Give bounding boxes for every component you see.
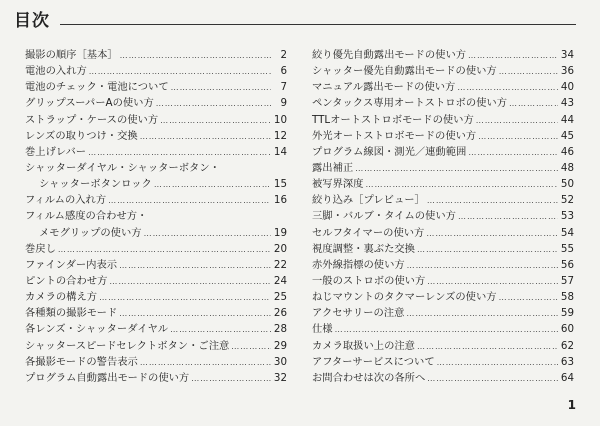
toc-entry-page: 32 [273, 371, 287, 384]
toc-entry-page: 54 [560, 226, 574, 239]
toc-entry [25, 354, 287, 370]
toc-entry-page: 2 [280, 49, 287, 61]
toc-leader-dots [478, 129, 558, 145]
toc-entry-title: ピントの合わせ方 [25, 274, 108, 287]
toc-right-column [312, 47, 574, 386]
toc-entry-title: 各種類の撮影モード [25, 307, 118, 320]
toc-leader-dots [140, 129, 271, 145]
toc-leader-dots [509, 96, 558, 112]
page-title: 目次 [14, 11, 50, 31]
toc-entry-page: 52 [560, 194, 574, 207]
toc-leader-dots [407, 258, 558, 274]
toc-entry [312, 63, 574, 79]
toc-entry-page: 20 [273, 242, 287, 255]
toc-leader-dots [355, 161, 558, 177]
toc-left-column [25, 47, 287, 386]
toc-entry [312, 112, 574, 128]
toc-entry-title: メモグリップの使い方 [39, 226, 142, 239]
toc-entry-title: シャッターボタンロック [39, 178, 152, 191]
toc-entry-title: ストラップ・ケースの使い方 [25, 113, 159, 126]
toc-entry-page: 9 [280, 97, 287, 110]
toc-entry-title: ペンタックス専用オートストロボの使い方 [312, 97, 508, 110]
toc-entry-title: 赤外線指標の使い方 [312, 258, 405, 271]
toc-leader-dots [58, 242, 271, 258]
toc-leader-dots [427, 193, 558, 209]
toc-entry-page: 34 [560, 49, 574, 61]
toc-entry-title: ねじマウントのタクマーレンズの使い方 [312, 291, 497, 304]
toc-entry [25, 321, 287, 337]
toc-leader-dots [144, 226, 271, 242]
toc-entry-title: シャッター優先自動露出モードの使い方 [312, 65, 497, 78]
toc-entry-page: 12 [273, 129, 287, 142]
toc-entry [312, 160, 574, 176]
toc-leader-dots [154, 177, 271, 193]
toc-leader-dots [119, 306, 271, 322]
toc-entry-page: 56 [560, 258, 574, 271]
toc-entry [25, 305, 287, 321]
toc-entry-title: カメラの構え方 [25, 291, 98, 304]
toc-entry-page: 6 [280, 65, 287, 78]
toc-entry-page: 55 [560, 242, 574, 255]
toc-entry-page: 53 [560, 210, 574, 223]
toc-entry-title: 電池のチェック・電池について [25, 81, 169, 94]
toc-leader-dots [171, 80, 271, 96]
toc-leader-dots [427, 274, 558, 290]
toc-entry-page: 29 [273, 339, 287, 352]
toc-entry-title: TTLオートストロボモードの使い方 [312, 113, 474, 126]
toc-leader-dots [468, 145, 558, 161]
toc-entry-page: 36 [560, 65, 574, 78]
toc-entry [25, 338, 287, 354]
toc-entry [25, 95, 287, 111]
toc-entry-title: フィルム感度の合わせ方・ [25, 210, 148, 223]
toc-entry-title: 絞り込み［プレビュー］ [312, 194, 425, 207]
toc-entry-title: 巻戻し [25, 242, 56, 255]
toc-entry-page: 62 [560, 339, 574, 352]
toc-entry-title: 絞り優先自動露出モードの使い方 [312, 49, 467, 61]
toc-leader-dots [406, 306, 558, 322]
toc-entry-page: 63 [560, 355, 574, 368]
toc-entry-page: 46 [560, 145, 574, 158]
toc-entry [25, 176, 287, 192]
toc-leader-dots [468, 48, 558, 64]
toc-entry [312, 208, 574, 224]
toc-entry-title: 一般のストロボの使い方 [312, 274, 426, 287]
toc-entry-page: 26 [273, 307, 287, 320]
toc-entry-title: 視度調整・裏ぶた交換 [312, 242, 415, 255]
toc-entry-page: 30 [273, 355, 287, 368]
toc-entry [312, 338, 574, 354]
toc-entry-page: 10 [273, 113, 287, 126]
title-rule [60, 24, 576, 25]
toc-entry-page: 59 [560, 307, 574, 320]
toc-leader-dots [191, 371, 271, 387]
toc-entry-page: 64 [560, 371, 574, 384]
toc-entry [25, 47, 287, 63]
toc-leader-dots [160, 113, 271, 129]
toc-leader-dots [335, 322, 558, 338]
toc-leader-dots [120, 48, 271, 64]
toc-entry [312, 305, 574, 321]
toc-entry-title: ファインダー内表示 [25, 258, 118, 271]
toc-entry-title: プログラム線図・測光／連動範囲 [312, 145, 467, 158]
toc-entry-page: 25 [273, 291, 287, 304]
toc-entry [312, 273, 574, 289]
toc-entry-page: 24 [273, 274, 287, 287]
toc-entry-title: プログラム自動露出モードの使い方 [25, 371, 190, 384]
toc-entry [312, 192, 574, 208]
toc-leader-dots [476, 113, 558, 129]
toc-entry [25, 370, 287, 386]
toc-leader-dots [109, 274, 271, 290]
toc-leader-dots [119, 258, 271, 274]
toc-entry-page: 57 [560, 274, 574, 287]
toc-entry [312, 79, 574, 95]
toc-entry-page: 22 [273, 258, 287, 271]
toc-entry-title: 被写界深度 [312, 178, 364, 191]
toc-entry [25, 241, 287, 257]
toc-leader-dots [89, 64, 271, 80]
toc-leader-dots [499, 64, 558, 80]
toc-leader-dots [417, 242, 558, 258]
toc-entry-title: アクセサリーの注意 [312, 307, 405, 320]
toc-entry-title: 露出補正 [312, 161, 354, 174]
toc-entry-title: 撮影の順序［基本］ [25, 49, 118, 61]
toc-entry-page: 50 [560, 178, 574, 191]
toc-entry [25, 160, 287, 176]
toc-leader-dots [417, 339, 558, 355]
toc-leader-dots [457, 80, 558, 96]
toc-entry-title: 電池の入れ方 [25, 65, 87, 78]
toc-entry-title: 各撮影モードの警告表示 [25, 355, 138, 368]
toc-entry [25, 144, 287, 160]
toc-entry [312, 321, 574, 337]
toc-entry [312, 354, 574, 370]
toc-entry [312, 144, 574, 160]
toc-entry [312, 176, 574, 192]
toc-entry-title: マニュアル露出モードの使い方 [312, 81, 456, 94]
toc-entry [312, 47, 574, 63]
toc-entry [312, 225, 574, 241]
toc-entry-page: 7 [280, 81, 287, 94]
toc-leader-dots [156, 96, 271, 112]
toc-entry-page: 28 [273, 323, 287, 336]
toc-entry-page: 44 [560, 113, 574, 126]
toc-entry-title: 巻上げレバー [25, 145, 87, 158]
toc-entry [25, 128, 287, 144]
toc-entry-title: 仕様 [312, 323, 333, 336]
toc-leader-dots [231, 339, 271, 355]
toc-entry-title: グリップスーパーAの使い方 [25, 97, 154, 110]
toc-entry [25, 273, 287, 289]
toc-entry-title: 三脚・バルブ・タイムの使い方 [312, 210, 456, 223]
toc-entry-title: アフターサービスについて [312, 355, 435, 368]
toc-entry [25, 289, 287, 305]
toc-entry [312, 241, 574, 257]
toc-leader-dots [365, 177, 558, 193]
toc-entry-title: シャッタースピードセレクトボタン・ご注意 [25, 339, 230, 352]
toc-entry-title: セルフタイマーの使い方 [312, 226, 425, 239]
toc-leader-dots [140, 355, 271, 371]
toc-entry-title: 各レンズ・シャッターダイヤル [25, 323, 169, 336]
toc-entry-title: 外光オートストロボモードの使い方 [312, 129, 477, 142]
toc-entry-title: カメラ取扱い上の注意 [312, 339, 415, 352]
toc-leader-dots [170, 322, 271, 338]
toc-entry-page: 43 [560, 97, 574, 110]
toc-entry [25, 257, 287, 273]
toc-entry-page: 58 [560, 291, 574, 304]
page-number: 1 [567, 398, 576, 412]
toc-entry-page: 14 [273, 145, 287, 158]
toc-entry [312, 370, 574, 386]
toc-entry-page: 45 [560, 129, 574, 142]
toc-entry [312, 257, 574, 273]
toc-entry-page: 40 [560, 81, 574, 94]
toc-entry-title: レンズの取りつけ・交換 [25, 129, 138, 142]
toc-leader-dots [108, 193, 271, 209]
toc-entry [25, 63, 287, 79]
toc-entry [25, 225, 287, 241]
toc-entry [312, 128, 574, 144]
toc-leader-dots [458, 209, 558, 225]
toc-entry-title: シャッターダイヤル・シャッターボタン・ [25, 161, 220, 174]
toc-entry [25, 112, 287, 128]
toc-entry [312, 95, 574, 111]
toc-leader-dots [426, 226, 558, 242]
toc-entry [312, 289, 574, 305]
toc-entry-title: お問合わせは次の各所へ [312, 371, 426, 384]
toc-entry [25, 208, 287, 224]
toc-leader-dots [427, 371, 558, 387]
toc-entry-page: 48 [560, 161, 574, 174]
toc-entry-page: 60 [560, 323, 574, 336]
toc-leader-dots [99, 290, 271, 306]
toc-entry [25, 79, 287, 95]
toc-entry-page: 19 [273, 226, 287, 239]
toc-entry-title: フィルムの入れ方 [25, 194, 107, 207]
toc-leader-dots [499, 290, 558, 306]
toc-entry-page: 16 [273, 194, 287, 207]
toc-entry-page: 15 [273, 178, 287, 191]
toc-leader-dots [437, 355, 558, 371]
toc-leader-dots [88, 145, 271, 161]
toc-entry [25, 192, 287, 208]
